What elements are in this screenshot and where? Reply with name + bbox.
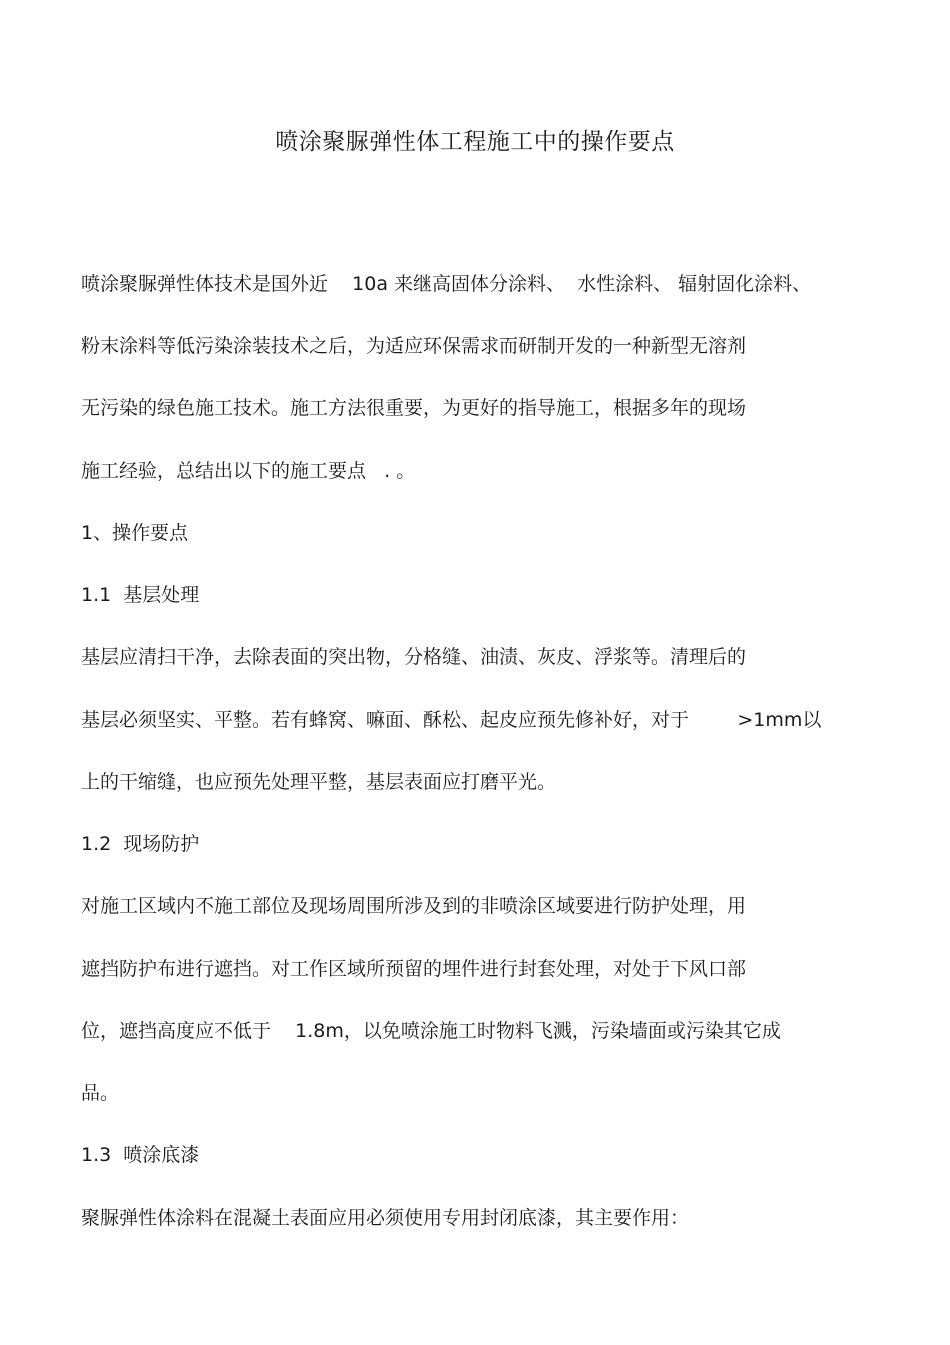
paragraph-line: 基层必须坚实、平整。若有蜂窝、嘛面、酥松、起皮应预先修补好，对于 >1mm以 xyxy=(81,709,822,731)
paragraph-line: 品。 xyxy=(81,1082,120,1104)
subsection-heading: 1.1 基层处理 xyxy=(81,584,200,606)
section-heading: 1、操作要点 xyxy=(81,522,189,544)
paragraph-line: 聚脲弹性体涂料在混凝土表面应用必须使用专用封闭底漆，其主要作用： xyxy=(81,1207,690,1229)
paragraph-line: 遮挡防护布进行遮挡。对工作区域所预留的埋件进行封套处理，对处于下风口部 xyxy=(81,958,747,980)
subsection-heading: 1.2 现场防护 xyxy=(81,833,200,855)
paragraph-line: 上的干缩缝，也应预先处理平整，基层表面应打磨平光。 xyxy=(81,771,557,793)
document-title: 喷涂聚脲弹性体工程施工中的操作要点 xyxy=(275,129,675,155)
paragraph-line: 基层应清扫干净，去除表面的突出物，分格缝、油渍、灰皮、浮浆等。清理后的 xyxy=(81,646,747,668)
paragraph-line: 对施工区域内不施工部位及现场周围所涉及到的非喷涂区域要进行防护处理，用 xyxy=(81,895,747,917)
paragraph-line: 喷涂聚脲弹性体技术是国外近 10a 来继高固体分涂料、 水性涂料、 辐射固化涂料、 xyxy=(81,273,812,295)
paragraph-line: 施工经验，总结出以下的施工要点 . 。 xyxy=(81,460,416,482)
paragraph-line: 无污染的绿色施工技术。施工方法很重要，为更好的指导施工，根据多年的现场 xyxy=(81,397,747,419)
paragraph-line: 位，遮挡高度应不低于 1.8m，以免喷涂施工时物料飞溅，污染墙面或污染其它成 xyxy=(81,1020,781,1042)
paragraph-line: 粉末涂料等低污染涂装技术之后，为适应环保需求而研制开发的一种新型无溶剂 xyxy=(81,335,747,357)
subsection-heading: 1.3 喷涂底漆 xyxy=(81,1144,200,1166)
